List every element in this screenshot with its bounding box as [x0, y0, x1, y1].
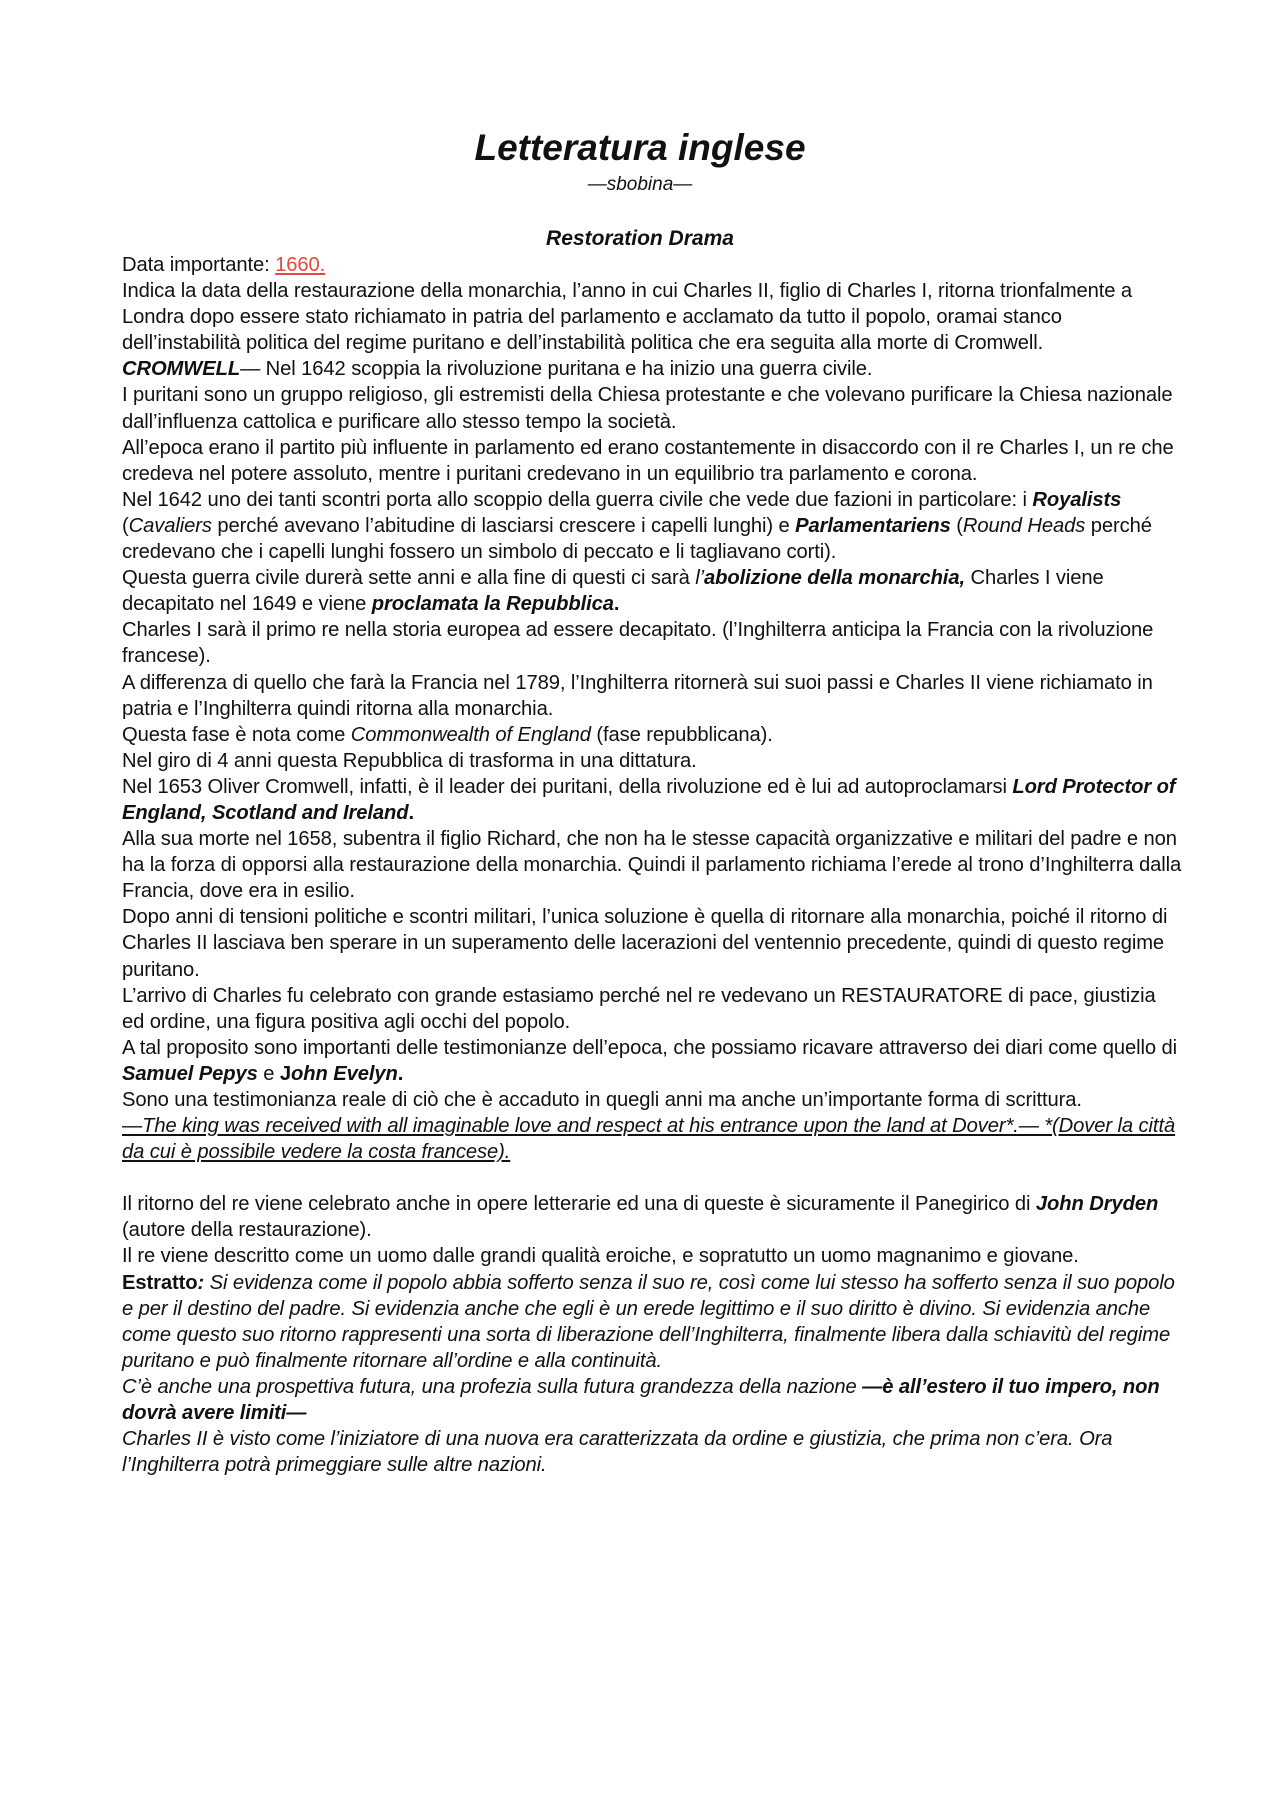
paragraph-arrival: L’arrivo di Charles fu celebrato con grande estasiamo perché nel re vedevano un RESTAURATORE di pace, giustizia ed ordine, una figura positiva agli occhi del popolo.	[122, 984, 1156, 1033]
paragraph-factions	[122, 487, 1182, 565]
cromwell-text: Nel 1642 scoppia la rivoluzione puritana e ha inizio una guerra civile.	[265, 358, 873, 381]
section-heading: Restoration Drama	[546, 227, 734, 250]
paragraph-new-era: Charles II è visto come l’iniziatore di una nuova era caratterizzata da ordine e giustizia, che prima non c’era. Ora l’Inghilterra potrà primeggiare sulle altre nazioni.	[122, 1428, 1113, 1477]
estratto-label: Estratto	[122, 1271, 198, 1294]
factions-text-c: perché avevano l’abitudine di lasciarsi crescere i capelli lunghi) e	[211, 514, 796, 537]
paragraph-restoration: Indica la data della restaurazione della monarchia, l’anno in cui Charles II, figlio di Charles I, ritorna trionfalmente a Londra dopo essere stato richiamato in patria del parlamento e acclamato da tutto il popolo, oramai stanco dell’instabilità politica del regime puritano e dell’instabilità politica che era seguita alla morte di Cromwell.	[122, 280, 1133, 355]
parlamentariens-term: Parlamentariens	[795, 514, 951, 537]
paragraph-estratto	[122, 1270, 1182, 1374]
panegyric-text-b: (autore della restaurazione).	[122, 1219, 372, 1242]
paragraph-panegyric	[122, 1191, 1182, 1243]
abolizione-term: abolizione della monarchia,	[704, 567, 965, 590]
paragraph-civil-war	[122, 565, 1182, 617]
pepys-term: Samuel Pepys	[122, 1062, 258, 1085]
paragraph-cromwell	[122, 356, 1182, 382]
royalists-term: Royalists	[1032, 488, 1122, 511]
paragraph-france: A differenza di quello che farà la Francia nel 1789, l’Inghilterra ritornerà sui suoi passi e Charles II viene richiamato in patria e l’Inghilterra quindi ritorna alla monarchia.	[122, 671, 1153, 720]
date-label: Data importante:	[122, 254, 276, 276]
paragraph-lord-protector	[122, 774, 1182, 826]
estratto-colon: :	[197, 1271, 205, 1294]
paragraph-dictatorship: Nel giro di 4 anni questa Repubblica di trasforma in una dittatura.	[122, 749, 697, 772]
factions-text-e: perché credevano che i capelli lunghi fossero un simbolo di peccato e li tagliavano corti).	[122, 514, 1152, 564]
blank-line	[122, 1165, 1182, 1191]
evelyn-initial: J	[279, 1062, 291, 1085]
diaries-text-b: e	[257, 1062, 280, 1085]
evelyn-term: ohn Evelyn	[291, 1062, 398, 1085]
civil-war-article: l’	[695, 567, 705, 590]
estratto-text: Si evidenza come il popolo abbia sofferto senza il suo re, così come lui stesso ha sofferto senza il suo popolo e per il destino del padre. Si evidenzia anche che egli è un erede legittimo e il suo diritto è divino. Si evidenzia anche come questo suo ritorno rappresenti una sorta di liberazione dell’Inghilterra, finalmente libera dalla schiavitù del regime puritano e può finalmente ritornare all’ordine e alla continuità.	[122, 1271, 1175, 1372]
civil-war-text-a: Questa guerra civile durerà sette anni e alla fine di questi ci sarà	[122, 567, 696, 590]
paragraph-commonwealth	[122, 722, 1182, 748]
paragraph-monarchy-return: Dopo anni di tensioni politiche e scontri militari, l’unica soluzione è quella di ritornare alla monarchia, poiché il ritorno di Charles II lasciava ben sperare in un superamento delle lacerazioni del ventennio precedente, quindi di questo regime puritano.	[122, 906, 1168, 981]
paragraph-prophecy	[122, 1374, 1182, 1426]
commonwealth-text-b: (fase repubblicana).	[590, 723, 773, 746]
lord-protector-text-b: .	[408, 801, 415, 824]
prophecy-quote: —è all’estero il tuo impero, non dovrà avere limiti—	[122, 1375, 1160, 1425]
panegyric-text-a: Il ritorno del re viene celebrato anche in opere letterarie ed una di queste è sicuramente il Panegirico di	[122, 1193, 1036, 1216]
lord-protector-term: Lord Protector of England, Scotland and Ireland	[122, 775, 1176, 824]
cavaliers-term: Cavaliers	[128, 514, 212, 537]
document-title: Letteratura inglese	[474, 127, 806, 168]
diaries-text-a: A tal proposito sono importanti delle testimonianze dell’epoca, che possiamo ricavare attraverso dei diari come quello di	[122, 1036, 1178, 1059]
civil-war-text-b: Charles I viene decapitato nel 1649 e viene	[122, 567, 1104, 616]
commonwealth-text-a: Questa fase è nota come	[122, 723, 351, 746]
commonwealth-term: Commonwealth of England	[350, 723, 591, 746]
prophecy-text: C’è anche una prospettiva futura, una profezia sulla futura grandezza della nazione	[122, 1375, 863, 1398]
pepys-quote: —The king was received with all imaginable love and respect at his entrance upon the land at Dover*.— *(Dover la città da cui è possibile vedere la costa francese).	[122, 1115, 1176, 1164]
paragraph-king-description: Il re viene descritto come un uomo dalle grandi qualità eroiche, e sopratutto un uomo magnanimo e giovane.	[122, 1245, 1079, 1268]
factions-text-b: (	[122, 514, 129, 537]
diaries-text-c: .	[397, 1062, 404, 1085]
paragraph-parliament: All’epoca erano il partito più influente in parlamento ed erano costantemente in disaccordo con il re Charles I, un re che credeva nel potere assoluto, mentre i puritani credevano in un equilibrio tra parlamento e corona.	[122, 436, 1174, 485]
paragraph-richard: Alla sua morte nel 1658, subentra il figlio Richard, che non ha le stesse capacità organizzative e militari del padre e non ha la forza di opporsi alla restaurazione della monarchia. Quindi il parlamento richiama l’erede al trono d’Inghilterra dalla Francia, dove era in esilio.	[122, 828, 1182, 903]
cromwell-label: CROMWELL	[122, 358, 241, 381]
document-subtitle: —sbobina—	[587, 174, 693, 195]
cromwell-dash: —	[240, 358, 266, 381]
paragraph-beheaded: Charles I sarà il primo re nella storia europea ad essere decapitato. (l’Inghilterra anticipa la Francia con la rivoluzione francese).	[122, 619, 1154, 668]
roundheads-term: Round Heads	[962, 514, 1086, 537]
paragraph-diaries	[122, 1035, 1182, 1087]
date-line	[122, 252, 1182, 278]
repubblica-term: proclamata la Repubblica	[371, 593, 614, 616]
civil-war-text-c: .	[613, 593, 620, 616]
paragraph-testimony: Sono una testimonianza reale di ciò che è accaduto in quegli anni ma anche un’importante forma di scrittura.	[122, 1089, 1082, 1111]
paragraph-puritans: I puritani sono un gruppo religioso, gli estremisti della Chiesa protestante e che volevano purificare la Chiesa nazionale dall’influenza cattolica e purificare allo stesso tempo la società.	[122, 384, 1173, 433]
dryden-term: John Dryden	[1035, 1193, 1159, 1216]
lord-protector-text-a: Nel 1653 Oliver Cromwell, infatti, è il leader dei puritani, della rivoluzione ed è lui ad autoproclamarsi	[122, 775, 1013, 798]
factions-text-a: Nel 1642 uno dei tanti scontri porta allo scoppio della guerra civile che vede due fazioni in particolare: i	[122, 488, 1033, 511]
factions-text-d: (	[950, 514, 963, 537]
date-value: 1660.	[275, 254, 326, 276]
document-body	[122, 252, 1182, 1478]
